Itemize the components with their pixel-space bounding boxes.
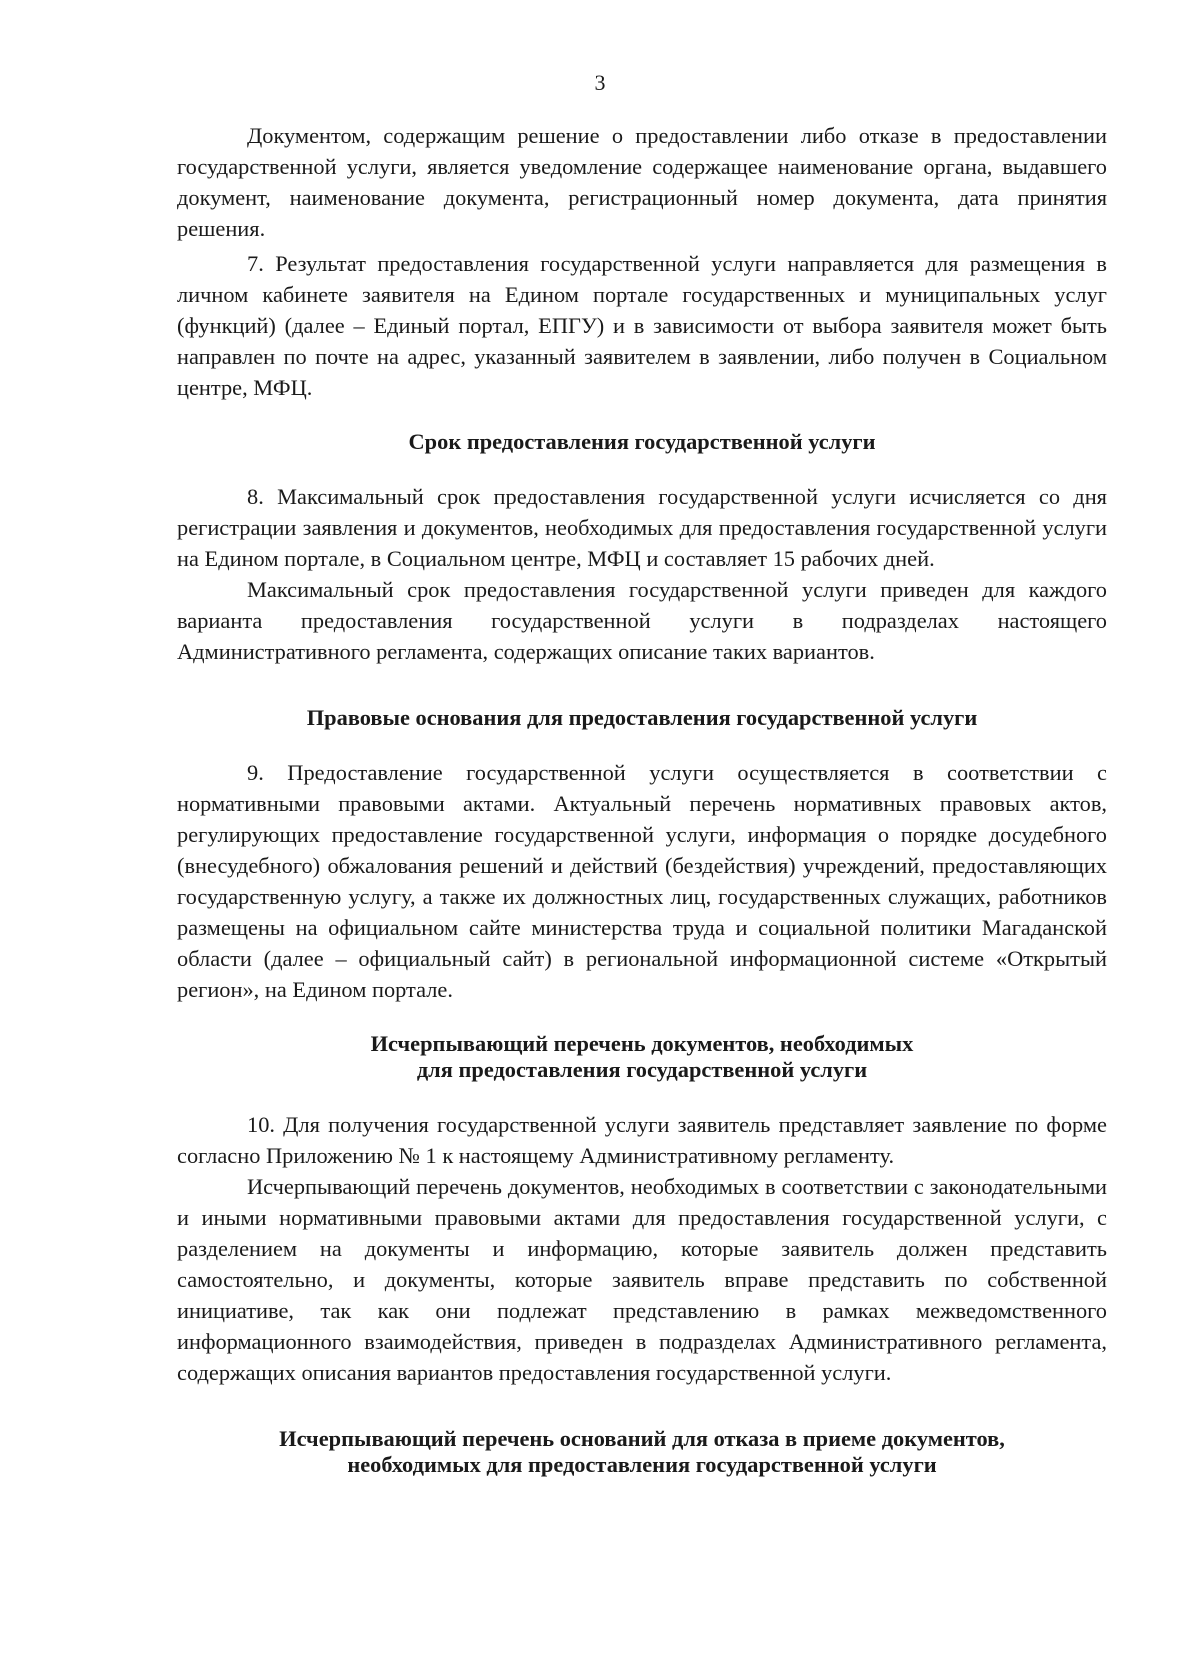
heading-legal-basis: Правовые основания для предоставления государственной услуги (306, 705, 978, 730)
paragraph-8: 8. Максимальный срок предоставления государственной услуги исчисляется со дня регистрации заявления и документов, необходимых для предоставления государственной услуги на Едином портале, в Социальном центре, МФЦ и составляет 15 рабочих дней. (177, 484, 1107, 571)
heading-line: Исчерпывающий перечень оснований для отказа в приеме документов, (279, 1426, 1005, 1451)
paragraph-10: 10. Для получения государственной услуги заявитель представляет заявление по форме согласно Приложению № 1 к настоящему Административному регламенту. (177, 1112, 1107, 1168)
heading-documents-list (177, 1031, 1107, 1083)
heading-refusal-grounds (177, 1426, 1107, 1478)
paragraph-decision-document: Документом, содержащим решение о предоставлении либо отказе в предоставлении государственной услуги, является уведомление содержащее наименование органа, выдавшего документ, наименование документа, регистрационный номер документа, дата принятия решения. (177, 123, 1107, 241)
heading-line: для предоставления государственной услуги (416, 1057, 868, 1082)
document-body (177, 120, 1107, 1478)
heading-line: Исчерпывающий перечень документов, необходимых (370, 1031, 914, 1056)
paragraph-documents-list: Исчерпывающий перечень документов, необходимых в соответствии с законодательными и иными нормативными правовыми актами для предоставления государственной услуги, с разделением на документы и информацию, которые заявитель должен представить самостоятельно, и документы, которые заявитель вправе представить по собственной инициативе, так как они подлежат представлению в рамках межведомственного информационного взаимодействия, приведен в подразделах Административного регламента, содержащих описания вариантов предоставления государственной услуги. (177, 1174, 1107, 1385)
paragraph-9: 9. Предоставление государственной услуги осуществляется в соответствии с нормативными правовыми актами. Актуальный перечень нормативных правовых актов, регулирующих предоставление государственной услуги, информация о порядке досудебного (внесудебного) обжалования решений и действий (бездействия) учреждений, предоставляющих государственную услугу, а также их должностных лиц, государственных служащих, работников размещены на официальном сайте министерства труда и социальной политики Магаданской области (далее – официальный сайт) в региональной информационной системе «Открытый регион», на Едином портале. (177, 760, 1107, 1002)
page-number: 3 (594, 70, 606, 95)
paragraph-max-term: Максимальный срок предоставления государственной услуги приведен для каждого варианта предоставления государственной услуги в подразделах настоящего Административного регламента, содержащих описание таких вариантов. (177, 577, 1107, 664)
heading-service-term: Срок предоставления государственной услуги (408, 429, 876, 454)
heading-line: необходимых для предоставления государственной услуги (347, 1452, 937, 1477)
paragraph-7: 7. Результат предоставления государственной услуги направляется для размещения в личном кабинете заявителя на Едином портале государственных и муниципальных услуг (функций) (далее – Единый портал, ЕПГУ) и в зависимости от выбора заявителя может быть направлен по почте на адрес, указанный заявителем в заявлении, либо получен в Социальном центре, МФЦ. (177, 251, 1107, 400)
